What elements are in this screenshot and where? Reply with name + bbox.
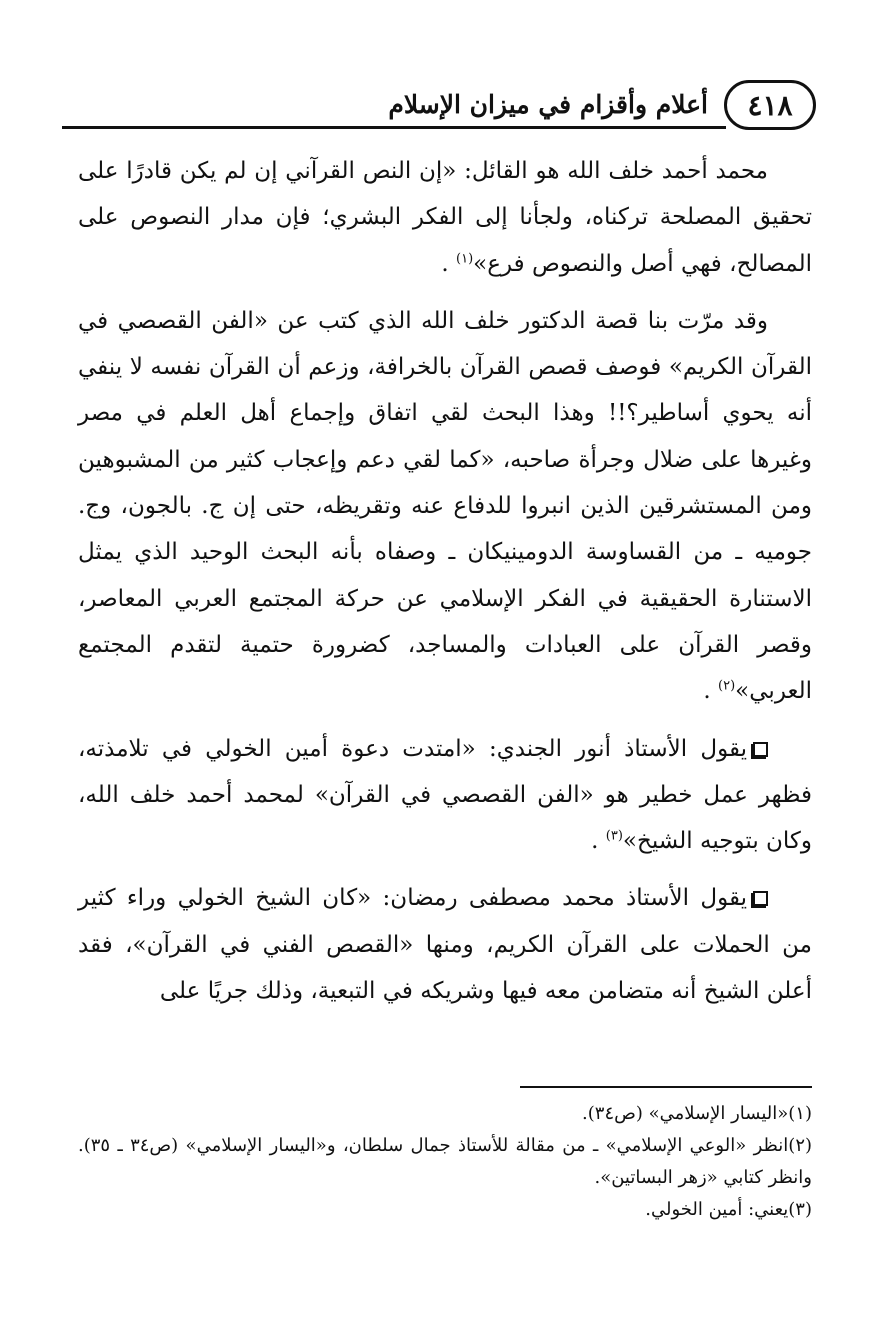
page-number: ٤١٨: [724, 80, 816, 130]
paragraph-3: [78, 726, 812, 865]
paragraph-tail: .: [591, 828, 606, 855]
footnote-ref: (٢): [718, 678, 736, 694]
book-title: أعلام وأقزام في ميزان الإسلام: [388, 90, 708, 119]
page-header: [62, 78, 816, 132]
paragraph-1: [78, 148, 812, 287]
body-text: [78, 148, 812, 1014]
footnote-3: (٣)يعني: أمين الخولي.: [645, 1199, 812, 1220]
footnote-2: (٢)انظر «الوعي الإسلامي» ـ من مقالة للأستاذ جمال سلطان، و«اليسار الإسلامي» (ص٣٤ ـ ٣٥). وانظر كتابي «زهر البساتين».: [78, 1135, 813, 1188]
paragraph-text: محمد أحمد خلف الله هو القائل: «إن النص القرآني إن لم يكن قادرًا على تحقيق المصلحة تركناه، ولجأنا إلى الفكر البشري؛ فإن مدار النصوص على المصالح، فهي أصل والنصوص فرع»: [78, 158, 812, 277]
paragraph-tail: .: [703, 678, 719, 705]
footnote-rule: [520, 1086, 812, 1088]
quote-marker-icon: [753, 742, 768, 757]
footnote-ref: (١): [456, 250, 474, 266]
paragraph-text: يقول الأستاذ محمد مصطفى رمضان: «كان الشيخ الخولي وراء كثير من الحملات على القرآن الكريم، ومنها «القصص الفني في القرآن»، فقد أعلن الشيخ أنه متضامن معه فيها وشريكه في التبعية، وذلك جريًا على: [78, 885, 812, 1005]
paragraph-tail: .: [441, 250, 457, 277]
header-rule: [62, 126, 726, 129]
paragraph-2: [78, 298, 812, 715]
paragraph-4: [78, 875, 812, 1014]
footnote-1: (١)«اليسار الإسلامي» (ص٣٤).: [582, 1103, 812, 1124]
quote-marker-icon: [753, 891, 768, 906]
paragraph-text: وقد مرّت بنا قصة الدكتور خلف الله الذي كتب عن «الفن القصصي في القرآن الكريم» فوصف قصص القرآن بالخرافة، وزعم أن القرآن نفسه لا ينفي أنه يحوي أساطير؟!! وهذا البحث لقي اتفاق وإجماع أهل العلم في مصر وغيرها على ضلال وجرأة صاحبه، «كما لقي دعم وإعجاب كثير من المشبوهين ومن المستشرقين الذين انبروا للدفاع عنه وتقريظه، حتى إن ج. بالجون، وج. جوميه ـ من القساوسة الدومينيكان ـ وصفاه بأنه البحث الوحيد الذي يمثل الاستنارة الحقيقية في الفكر الإسلامي عن حركة المجتمع العربي المعاصر، وقصر القرآن على العبادات والمساجد، كضرورة حتمية لتقدم المجتمع العربي»: [78, 307, 812, 705]
paragraph-text: يقول الأستاذ أنور الجندي: «امتدت دعوة أمين الخولي في تلامذته، فظهر عمل خطير هو «الفن القصصي في القرآن» لمحمد أحمد خلف الله، وكان بتوجيه الشيخ»: [78, 735, 812, 855]
footnote-ref: (٣): [605, 828, 623, 844]
footnotes: [78, 1098, 812, 1226]
